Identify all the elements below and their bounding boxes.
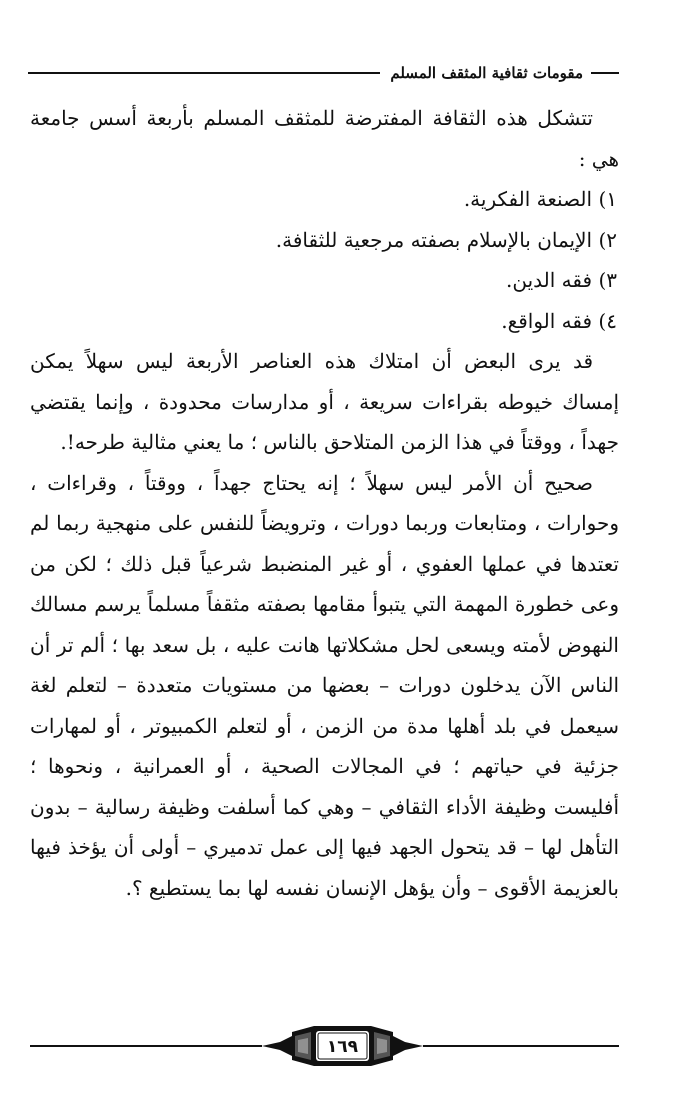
header-rule <box>28 72 380 74</box>
running-header <box>28 58 619 88</box>
list-item-3: ٣) فقه الدين. <box>506 268 617 292</box>
header-title: مقومات ثقافية المثقف المسلم <box>390 64 583 82</box>
paragraph-1: قد يرى البعض أن امتلاك هذه العناصر الأربعة ليس سهلاً يمكن إمساك خيوطه بقراءات سريعة ، أو مدارسات محدودة ، وإنما يقتضي جهداً ، ووقتاً في هذا الزمن المتلاحق بالناس ؛ ما يعني مثالية طرحه!. <box>30 349 619 454</box>
header-dash <box>591 72 619 74</box>
list-item-1: ١) الصنعة الفكرية. <box>463 187 617 211</box>
page-number: ١٦٩ <box>326 1037 359 1057</box>
page-number-ornament <box>262 1022 423 1070</box>
page-footer <box>30 1022 619 1070</box>
paragraph-2: صحيح أن الأمر ليس سهلاً ؛ إنه يحتاج جهداً ، ووقتاً ، وقراءات ، وحوارات ، ومتابعات وربما دورات ، وترويضاً للنفس على منهجية ربما لم تعتدها في عملها العفوي ، أو غير المنضبط شرعياً قبل ذلك ؛ لكن من وعى خطورة المهمة التي يتبوأ مقامها بصفته مثقفاً مسلماً يرسم مسالك النهوض لأمته ويسعى لحل مشكلاتها هانت عليه ، بل سعد بها ؛ ألم تر أن الناس الآن يدخلون دورات – بعضها من مستويات متعددة – لتعلم لغة سيعمل في بلد أهلها مدة من الزمن ، أو لتعلم الكمبيوتر ، أو لمهارات جزئية في حياتهم ؛ في المجالات الصحية ، أو العمرانية ، ونحوها ؛ أفليست وظيفة الأداء الثقافي – وهي كما أسلفت وظيفة رسالية – بدون التأهل لها – قد يتحول الجهد فيها إلى عمل تدميري – أولى أن يؤخذ فيها بالعزيمة الأقوى – وأن يؤهل الإنسان نفسه لها بما يستطيع ؟. <box>30 470 619 900</box>
list-item-2: ٢) الإيمان بالإسلام بصفته مرجعية للثقافة. <box>275 227 617 252</box>
intro-paragraph: تتشكل هذه الثقافة المفترضة للمثقف المسلم بأربعة أسس جامعة هي : <box>30 106 619 171</box>
footer-rule-left <box>30 1045 262 1047</box>
footer-rule-right <box>423 1045 619 1047</box>
body-text <box>30 98 619 908</box>
list-item-4: ٤) فقه الواقع. <box>501 308 617 333</box>
